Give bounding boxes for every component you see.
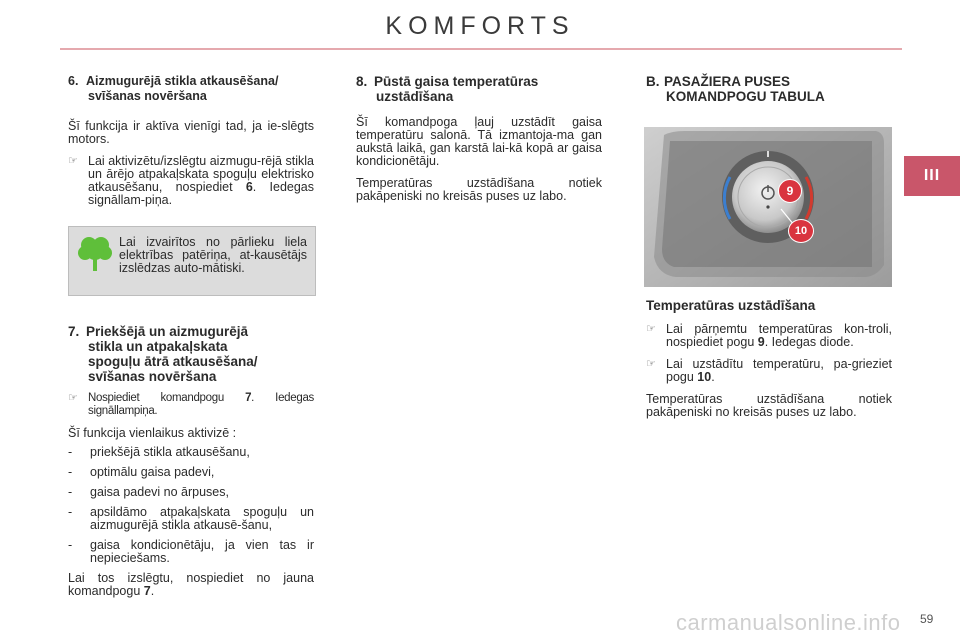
column-left [68,74,314,216]
control-panel-photo [644,127,892,287]
chapter-tab: III [904,156,960,196]
page-number: 59 [920,612,934,626]
column-middle [356,74,602,212]
column-right-lower [646,298,892,428]
list-item: - apsildāmo atpakaļskata spoguļu un aizmugurējā stikla atkausē-šanu, [68,505,314,532]
heading-line: PASAŽIERA PUSES [664,74,791,89]
sec6-paragraph: Šī funkcija ir aktīva vienīgi tad, ja ie-slēgts motors. [68,119,314,146]
secB-paragraph: Temperatūras uzstādīšana notiek pakāpeniski no kreisās puses uz labo. [646,392,892,419]
bullet-arrow-icon: ☞ [68,155,78,167]
list-item: - priekšējā stikla atkausēšanu, [68,445,250,459]
heading-line: Aizmugurējā stikla atkausēšana/ [86,74,279,88]
bullet-arrow-icon: ☞ [646,358,656,370]
heading-line: KOMANDPOGU TABULA [666,89,825,104]
section-b-heading [646,74,892,104]
page-title: KOMFORTS [385,12,575,40]
bullet-text: Lai aktivizētu/izslēgtu aizmugu-rējā stikla un ārējo atpakaļskata spoguļu elektrisko atkausēšanu, nospiediet 6. Iedegas signāllam-piņa. [88,154,314,207]
section-number: 7. [68,324,80,339]
passenger-controls-illustration [644,127,892,287]
callout-10-badge: 10 [788,219,814,243]
section-7-heading [68,324,314,384]
bullet-text: Lai uzstādītu temperatūru, pa-grieziet pogu 10. [666,357,892,384]
watermark: carmanualsonline.info [676,610,901,635]
heading-line: svīšanas novēršana [88,89,207,103]
bullet-arrow-icon: ☞ [646,323,656,335]
heading-line: Pūstā gaisa temperatūras [374,74,539,89]
sec7-bullet [68,392,314,418]
column-left-lower [68,324,314,607]
sec6-bullet [68,155,314,207]
eco-note [68,226,316,296]
section-number: B. [646,74,660,89]
sec7-outro: Lai tos izslēgtu, nospiediet no jauna komandpogu 7. [68,571,314,598]
note-text: Lai izvairītos no pārlieku liela elektrības patēriņa, at-kausētājs izslēdzas auto-mātiski. [119,235,307,275]
column-right [646,74,892,104]
heading-line: svīšanas novēršana [88,369,217,384]
tree-icon [77,233,113,273]
secB-bullet [646,358,892,384]
callout-9-badge: 9 [778,179,802,203]
list-item: - gaisa kondicionētāju, ja vien tas ir nepieciešams. [68,538,314,565]
title-rule [60,48,902,50]
list-item: - optimālu gaisa padevi, [68,465,215,479]
bullet-text: Nospiediet komandpogu 7. Iedegas signāllampiņa. [88,392,314,417]
sec7-list [68,446,314,565]
sec8-paragraph: Šī komandpoga ļauj uzstādīt gaisa temperatūru salonā. Tā izmantoja-ma gan aukstā laikā, gan karstā lai-kā kopā ar gaisa kondicionētāju. [356,115,602,168]
temperature-subheading: Temperatūras uzstādīšana [646,298,816,313]
heading-line: Priekšējā un aizmugurējā [86,324,249,339]
secB-bullet [646,323,892,349]
heading-line: stikla un atpakaļskata [88,339,228,354]
heading-line: spoguļu ātrā atkausēšana/ [88,354,258,369]
section-number: 8. [356,74,368,89]
sec8-paragraph: Temperatūras uzstādīšana notiek pakāpeniski no kreisās puses uz labo. [356,176,602,203]
sec7-intro: Šī funkcija vienlaikus aktivizē : [68,426,237,440]
heading-line: uzstādīšana [376,89,454,104]
section-number: 6. [68,74,79,88]
section-8-heading [356,74,602,104]
bullet-text: Lai pārņemtu temperatūras kon-troli, nospiediet pogu 9. Iedegas diode. [666,322,892,349]
list-item: - gaisa padevi no ārpuses, [68,485,229,499]
section-6-heading [68,74,314,104]
bullet-arrow-icon: ☞ [68,392,78,404]
